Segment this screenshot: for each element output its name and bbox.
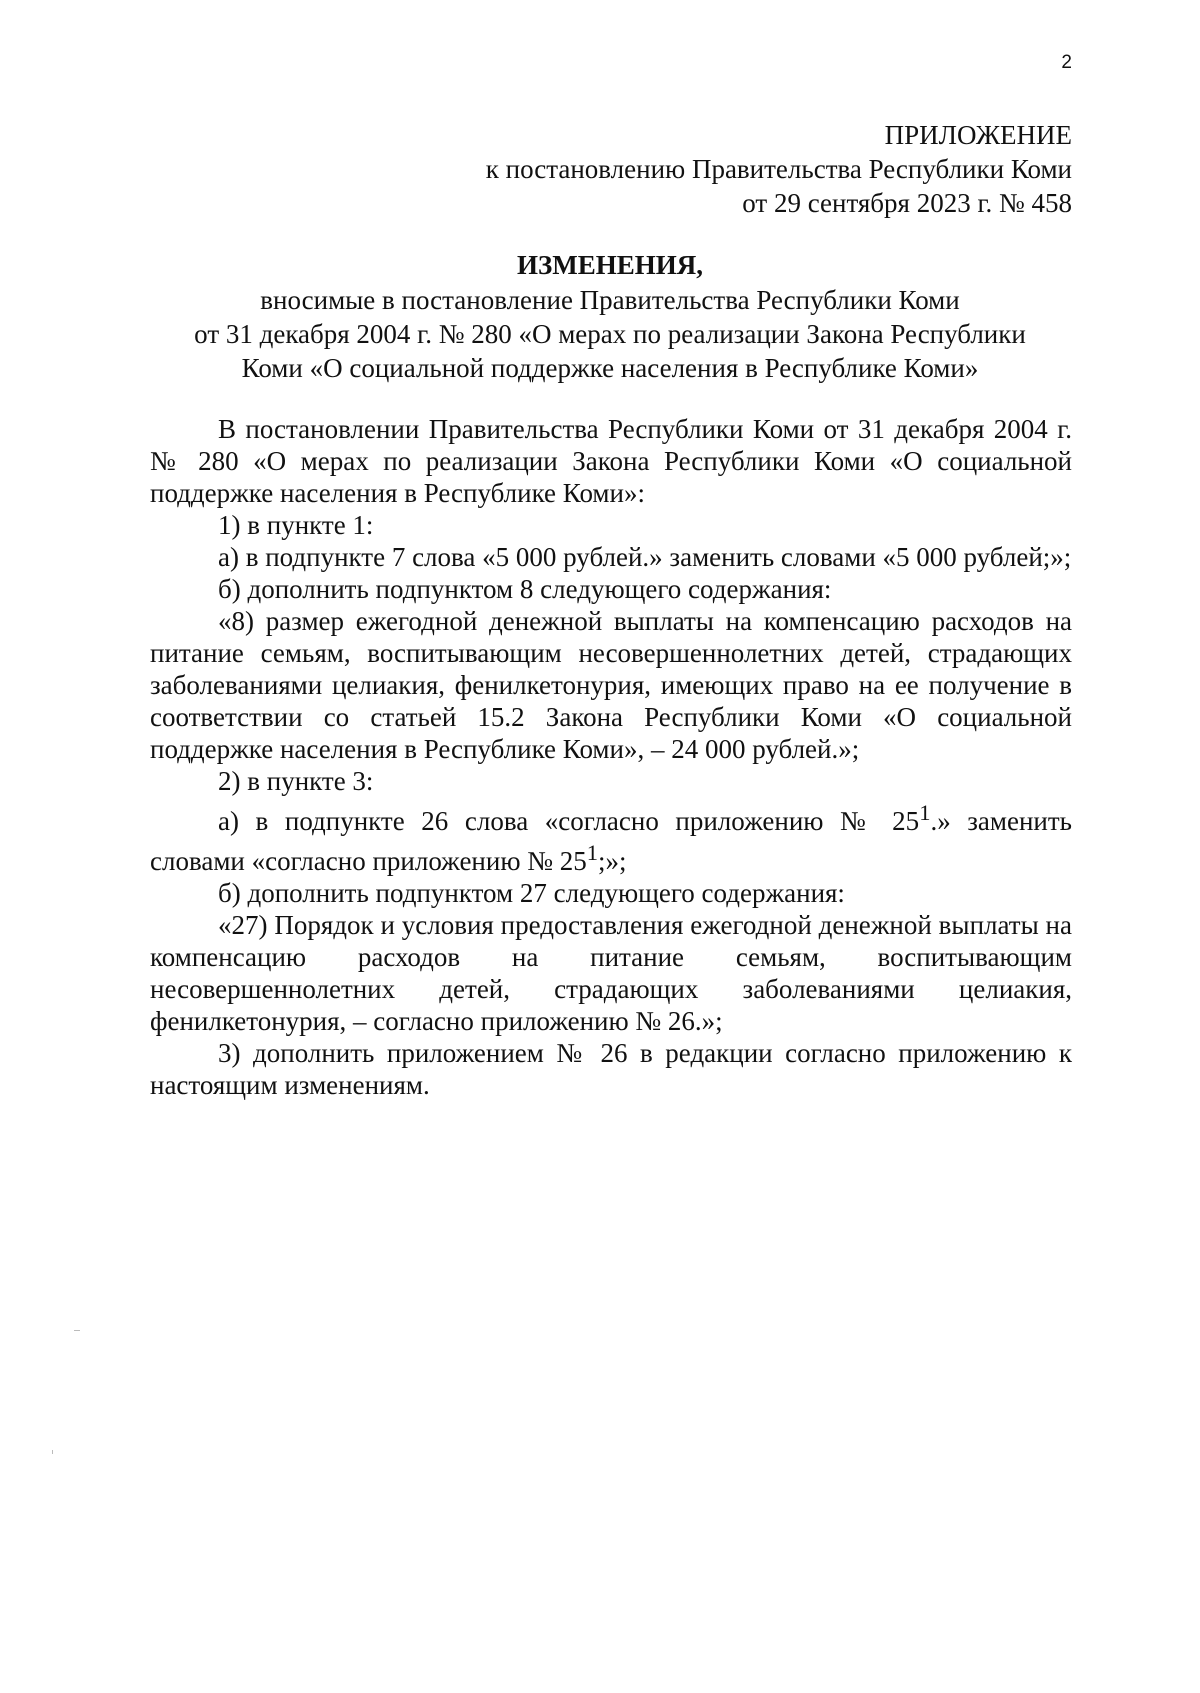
title-line-2: от 31 декабря 2004 г. № 280 «О мерах по реализации Закона Республики — [194, 319, 1026, 349]
intro-paragraph: В постановлении Правительства Республики Коми от 31 декабря 2004 г. № 280 «О мерах по реализации Закона Республики Коми «О социальной поддержке населения в Республике Коми»: — [150, 414, 1072, 508]
scan-artifact — [74, 1330, 80, 1331]
superscript-1: 1 — [919, 800, 931, 825]
item-2a-part-2: .» заменить словами «согласно приложению № 25 — [150, 806, 1072, 876]
title-line-3: Коми «О социальной поддержке населения в Республике Коми» — [241, 353, 979, 383]
page-number: 2 — [1061, 52, 1072, 73]
superscript-2: 1 — [586, 840, 599, 865]
document-body — [150, 413, 1072, 1101]
item-3: 3) дополнить приложением № 26 в редакции согласно приложению к настоящим изменениям. — [150, 1038, 1072, 1100]
title-line-1: вносимые в постановление Правительства Республики Коми — [260, 285, 960, 315]
item-1b: б) дополнить подпунктом 8 следующего содержания: — [218, 574, 832, 604]
appendix-header — [486, 118, 1072, 220]
item-2b-text: «27) Порядок и условия предоставления ежегодной денежной выплаты на компенсацию расходов на питание семьям, воспитывающим несовершеннолетних детей, страдающих заболеваниями целиакия, фенилкетонурия, – согласно приложению № 26.»; — [150, 910, 1072, 1036]
item-2a — [150, 797, 1072, 877]
item-2a-part-3: ;»; — [598, 846, 627, 876]
appendix-line-1: к постановлению Правительства Республики Коми — [485, 154, 1072, 184]
item-2: 2) в пункте 3: — [218, 766, 374, 796]
item-1b-text: «8) размер ежегодной денежной выплаты на компенсацию расходов на питание семьям, воспитывающим несовершеннолетних детей, страдающих заболеваниями целиакия, фенилкетонурия, имеющих право на ее получение в соответствии со статьей 15.2 Закона Республики Коми «О социальной поддержке населения в Республике Коми», – 24 000 рублей.»; — [150, 606, 1072, 764]
item-2b: б) дополнить подпунктом 27 следующего содержания: — [218, 878, 845, 908]
item-2a-part-1: а) в подпункте 26 слова «согласно приложению № 25 — [218, 806, 920, 836]
item-1a: а) в подпункте 7 слова «5 000 рублей.» заменить словами «5 000 рублей;»; — [218, 542, 1072, 572]
scan-artifact — [52, 1450, 53, 1454]
appendix-line-2: от 29 сентября 2023 г. № 458 — [742, 188, 1072, 218]
item-1: 1) в пункте 1: — [218, 510, 374, 540]
appendix-label: ПРИЛОЖЕНИЕ — [884, 120, 1072, 150]
document-title — [150, 248, 1070, 385]
title-heading: ИЗМЕНЕНИЯ, — [516, 250, 703, 280]
